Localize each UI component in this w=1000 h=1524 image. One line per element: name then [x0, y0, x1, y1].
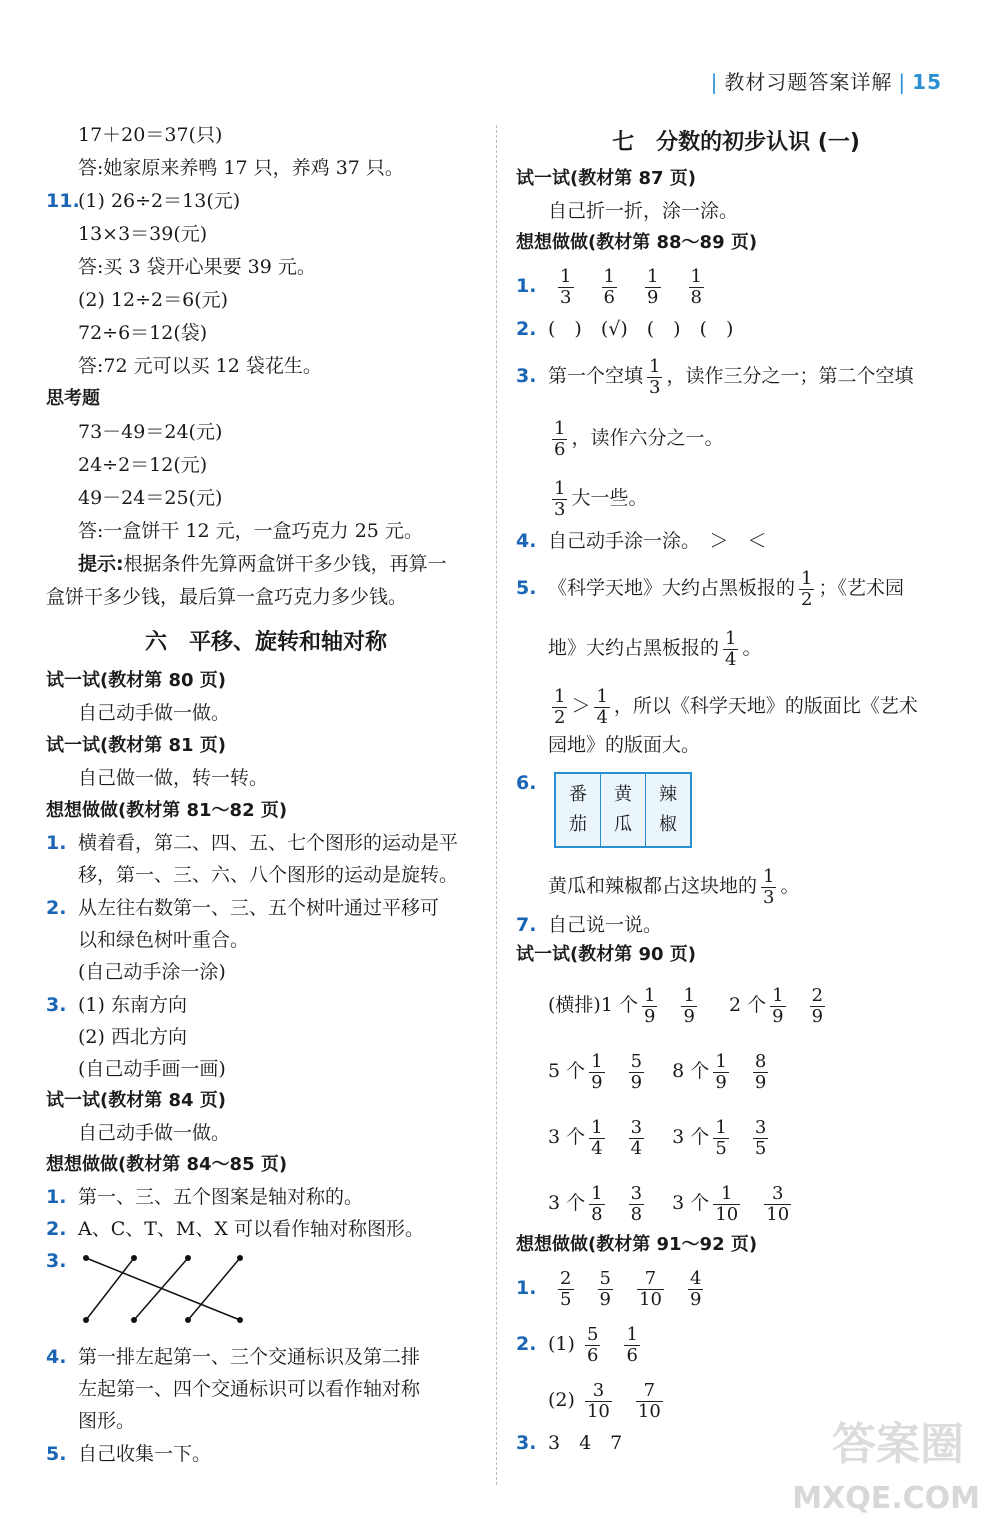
watermark-text: MXQE.COM [792, 1481, 980, 1516]
item-number: 3. [46, 1250, 67, 1272]
denominator: 9 [690, 1288, 702, 1310]
line: 49－24＝25(元) [78, 487, 223, 509]
denominator: 8 [690, 286, 702, 308]
count: 3 [548, 1192, 561, 1214]
line: (1) 26÷2＝13(元) [78, 190, 241, 212]
dot [237, 1255, 243, 1261]
fraction [764, 1184, 791, 1225]
fraction [598, 1269, 613, 1310]
numerator: 1 [715, 1050, 727, 1072]
fraction [629, 1184, 644, 1225]
denominator: 5 [560, 1288, 572, 1310]
numerator: 1 [801, 567, 813, 589]
cell-text: 番 [569, 784, 588, 805]
line: (自己动手画一画) [78, 1058, 226, 1080]
numerator: 2 [560, 1267, 572, 1289]
connector-line [134, 1258, 188, 1320]
dot [131, 1255, 137, 1261]
numerator: 1 [596, 685, 608, 707]
watermark-logo: 答案圈 [832, 1419, 964, 1470]
fraction [647, 357, 662, 398]
header-separator: | [898, 70, 907, 94]
fraction [589, 1118, 604, 1159]
line: (自己动手涂一涂) [78, 961, 226, 983]
denominator: 9 [591, 1071, 603, 1093]
numerator: 1 [591, 1182, 603, 1204]
line: 黄瓜和辣椒都占这块地的 [548, 875, 758, 897]
chapter-title: 六 平移、旋转和轴对称 [144, 630, 387, 655]
numerator: 1 [649, 355, 661, 377]
dot [131, 1317, 137, 1323]
line [516, 864, 956, 908]
line: (2) 西北方向 [78, 1026, 187, 1048]
unit: 个 [566, 1126, 586, 1148]
table-cell [646, 773, 692, 847]
numerator: 1 [683, 984, 695, 1006]
unit: 个 [690, 1192, 710, 1214]
item-number: 4. [516, 530, 537, 552]
list-item [46, 893, 486, 923]
denominator: 4 [591, 1137, 603, 1159]
denominator: 9 [630, 1071, 643, 1093]
line: 17＋20＝37(只) [78, 124, 223, 146]
line: ( ) (√) ( ) ( ) [548, 318, 734, 340]
numerator: 3 [592, 1379, 605, 1401]
sub-label: (1) [548, 1333, 575, 1355]
line [516, 684, 956, 728]
list-item [516, 264, 956, 308]
line: ，读作三分之一；第二个空填 [666, 365, 914, 387]
fraction [552, 419, 567, 460]
list-item [46, 1246, 486, 1336]
list-item [516, 354, 956, 398]
denominator: 10 [586, 1400, 610, 1422]
fraction [645, 267, 660, 308]
fraction [713, 1052, 728, 1093]
denominator: 3 [560, 286, 572, 308]
garden-table [554, 772, 692, 848]
line: 答:一盒饼干 12 元，一盒巧克力 25 元。 [78, 520, 423, 542]
fraction-row [516, 980, 956, 1030]
list-item [46, 990, 486, 1020]
line: 13×3＝39(元) [78, 223, 208, 245]
numerator: 5 [630, 1050, 643, 1072]
line: 自己折一折，涂一涂。 [548, 200, 739, 222]
denominator: 8 [630, 1203, 643, 1225]
numerator: 2 [811, 984, 824, 1006]
section-heading: 试一试(教材第 84 页) [46, 1090, 227, 1111]
denominator: 8 [591, 1203, 603, 1225]
header-separator: | [710, 70, 719, 94]
tip-label: 提示: [78, 553, 124, 575]
line: 自己动手做一做。 [78, 702, 231, 724]
section-heading: 想想做做(教材第 81～82 页) [46, 800, 288, 821]
unit: 个 [690, 1126, 710, 1148]
numerator: 5 [586, 1323, 599, 1345]
numerator: 4 [690, 1267, 702, 1289]
list-item [516, 566, 956, 610]
denominator: 10 [766, 1203, 790, 1225]
list-item [516, 1264, 956, 1312]
fraction [637, 1269, 664, 1310]
numerator: 1 [763, 865, 775, 887]
table-cell [601, 773, 646, 847]
fraction [589, 1052, 604, 1093]
line: 自己收集一下。 [78, 1443, 212, 1465]
section-heading: 试一试(教材第 80 页) [46, 670, 227, 691]
denominator: 5 [715, 1137, 727, 1159]
denominator: 5 [754, 1137, 767, 1159]
item-number: 11. [46, 190, 80, 212]
connector-line [188, 1258, 240, 1320]
numerator: 1 [647, 265, 659, 287]
line: 横着看，第二、四、五、七个图形的运动是平 [78, 832, 459, 854]
line: 自己做一做，转一转。 [78, 767, 269, 789]
denominator: 9 [683, 1005, 695, 1027]
cell-text: 辣 [659, 784, 678, 805]
fraction [810, 986, 825, 1027]
item-number: 2. [46, 897, 67, 919]
line: ，所以《科学天地》的版面比《艺术 [613, 695, 918, 717]
section-heading: 想想做做(教材第 88～89 页) [516, 232, 758, 253]
left-column [46, 120, 486, 1465]
line: 。 [742, 637, 762, 659]
list-item [46, 1182, 486, 1212]
line: 第一排左起第一、三个交通标识及第二排 [78, 1346, 421, 1368]
fraction-row [516, 1178, 956, 1228]
numerator: 7 [644, 1267, 657, 1289]
denominator: 6 [554, 438, 566, 460]
list-item [46, 1342, 486, 1372]
section-heading: 想想做做(教材第 91～92 页) [516, 1234, 758, 1255]
fraction [753, 1052, 768, 1093]
tip-line [46, 549, 486, 579]
line: ，读作六分之一。 [571, 427, 724, 449]
line [516, 416, 956, 460]
line: 。 [780, 875, 800, 897]
denominator: 9 [715, 1071, 727, 1093]
line: 自己动手做一做。 [78, 1122, 231, 1144]
count: 3 [548, 1126, 561, 1148]
line: 72÷6＝12(袋) [78, 322, 208, 344]
unit: 个 [566, 1060, 586, 1082]
fraction [713, 1118, 728, 1159]
fraction [552, 479, 567, 520]
numerator: 1 [591, 1050, 603, 1072]
denominator: 4 [630, 1137, 643, 1159]
line: 答:买 3 袋开心果要 39 元。 [78, 256, 316, 278]
sub-label: (2) [548, 1389, 575, 1411]
line: 第一、三、五个图案是轴对称的。 [78, 1186, 364, 1208]
line: A、C、T、M、X 可以看作轴对称图形。 [78, 1218, 424, 1240]
fraction [761, 867, 776, 908]
line: 答:72 元可以买 12 袋花生。 [78, 355, 322, 377]
line: 以和绿色树叶重合。 [78, 929, 250, 951]
denominator: 3 [649, 376, 661, 398]
numerator: 3 [630, 1182, 643, 1204]
line: 左起第一、四个交通标识可以看作轴对称 [78, 1378, 421, 1400]
denominator: 2 [554, 706, 566, 728]
fraction [589, 1184, 604, 1225]
fraction [558, 1269, 573, 1310]
dot [237, 1317, 243, 1323]
fraction [552, 687, 567, 728]
fraction-row [516, 1112, 956, 1162]
numerator: 1 [721, 1182, 733, 1204]
line: 73－49＝24(元) [78, 421, 223, 443]
line: (1) 东南方向 [78, 994, 187, 1016]
fraction [713, 1184, 740, 1225]
line: 图形。 [78, 1410, 136, 1432]
cell-text: 茄 [569, 814, 588, 835]
page-number: 15 [912, 70, 942, 94]
list-item [46, 1214, 486, 1244]
fraction [636, 1381, 663, 1422]
denominator: 2 [801, 588, 813, 610]
header-title: 教材习题答案详解 [724, 70, 893, 94]
fraction [799, 569, 814, 610]
numerator: 1 [725, 627, 737, 649]
item-number: 2. [516, 318, 537, 340]
fraction [723, 629, 738, 670]
fraction [681, 986, 696, 1027]
fraction [770, 986, 785, 1027]
line: ；《艺术园 [818, 577, 904, 599]
list-item [516, 1320, 956, 1368]
line: (2) 12÷2＝6(元) [78, 289, 229, 311]
line: 盒饼干多少钱，最后算一盒巧克力多少钱。 [46, 586, 408, 608]
numerator: 7 [643, 1379, 656, 1401]
numerator: 3 [771, 1182, 784, 1204]
line: 根据条件先算两盒饼干多少钱，再算一 [123, 553, 447, 575]
item-number: 3. [516, 365, 537, 387]
item-number: 1. [516, 1277, 537, 1299]
item-number: 7. [516, 914, 537, 936]
dot [185, 1255, 191, 1261]
greater-than: ＞ [571, 695, 591, 717]
item-number: 3. [46, 994, 67, 1016]
count: 2 [728, 994, 742, 1016]
count: 5 [548, 1060, 561, 1082]
list-item [516, 526, 956, 556]
denominator: 10 [639, 1288, 662, 1310]
fraction [753, 1118, 768, 1159]
numerator: 1 [603, 265, 615, 287]
denominator: 9 [643, 1005, 656, 1027]
section-heading: 试一试(教材第 87 页) [516, 168, 697, 189]
denominator: 3 [763, 886, 775, 908]
numerator: 1 [626, 1323, 638, 1345]
item-number: 5. [46, 1443, 67, 1465]
chapter-title: 七 分数的初步认识 (一) [612, 130, 860, 155]
line: 园地》的版面大。 [548, 734, 701, 756]
line: 从左往右数第一、三、五个树叶通过平移可 [78, 897, 440, 919]
numerator: 1 [554, 477, 566, 499]
denominator: 9 [647, 286, 659, 308]
denominator: 6 [626, 1344, 638, 1366]
item-number: 2. [516, 1333, 537, 1355]
cell-text: 黄 [614, 784, 633, 805]
line: 自己动手涂一涂。 ＞ ＜ [548, 530, 767, 552]
list-item [516, 314, 956, 344]
denominator: 9 [811, 1005, 824, 1027]
fraction-row [516, 1046, 956, 1096]
line: 24÷2＝12(元) [78, 454, 208, 476]
line: 地》大约占黑板报的 [548, 637, 720, 659]
denominator: 10 [637, 1400, 661, 1422]
section-heading: 思考题 [46, 388, 100, 409]
fraction [688, 1269, 703, 1310]
section-heading: 试一试(教材第 90 页) [516, 944, 697, 965]
fraction [602, 267, 617, 308]
unit: 个 [747, 994, 767, 1016]
line: 3 4 7 [548, 1432, 623, 1454]
page-header [705, 66, 942, 95]
fraction [558, 267, 573, 308]
cell-text: 瓜 [614, 814, 633, 835]
item-number: 3. [516, 1432, 537, 1454]
fraction [689, 267, 704, 308]
numerator: 1 [554, 417, 566, 439]
denominator: 4 [725, 648, 737, 670]
dot [83, 1255, 89, 1261]
denominator: 9 [599, 1288, 611, 1310]
cell-text: 椒 [659, 814, 678, 835]
line: 第一个空填 [548, 365, 644, 387]
item-number: 2. [46, 1218, 67, 1240]
item-number: 6. [516, 772, 537, 794]
fraction [642, 986, 657, 1027]
item-number: 1. [46, 832, 67, 854]
numerator: 1 [690, 265, 702, 287]
denominator: 4 [596, 706, 608, 728]
unit: 个 [690, 1060, 710, 1082]
count: 3 [672, 1192, 685, 1214]
line: 自己说一说。 [548, 914, 663, 936]
numerator: 1 [554, 685, 566, 707]
count: 8 [672, 1060, 685, 1082]
unit: 个 [566, 1192, 586, 1214]
line: 答:她家原来养鸭 17 只，养鸡 37 只。 [78, 157, 404, 179]
numerator: 1 [715, 1116, 727, 1138]
item-number: 1. [516, 275, 537, 297]
item-number: 5. [516, 577, 537, 599]
numerator: 3 [754, 1116, 767, 1138]
answer-11 [46, 186, 486, 216]
item-number: 1. [46, 1186, 67, 1208]
count: 3 [672, 1126, 685, 1148]
list-item [516, 768, 956, 862]
line: 大一些。 [571, 487, 648, 509]
list-item [46, 1439, 486, 1469]
numerator: 1 [643, 984, 656, 1006]
numerator: 5 [599, 1267, 611, 1289]
line-matching-diagram [78, 1250, 258, 1332]
numerator: 1 [772, 984, 784, 1006]
fraction [629, 1118, 644, 1159]
denominator: 3 [554, 498, 566, 520]
denominator: 6 [603, 286, 615, 308]
numerator: 1 [560, 265, 572, 287]
numerator: 3 [630, 1116, 643, 1138]
denominator: 6 [586, 1344, 599, 1366]
fraction [594, 687, 609, 728]
dot [83, 1317, 89, 1323]
list-item [516, 910, 956, 940]
row-label: (横排)1 个 [548, 994, 638, 1016]
line: 移，第一、三、六、八个图形的运动是旋转。 [78, 864, 459, 886]
fraction [624, 1325, 639, 1366]
dot [185, 1317, 191, 1323]
line [516, 626, 956, 670]
list-item [46, 828, 486, 858]
denominator: 9 [754, 1071, 767, 1093]
line: 《科学天地》大约占黑板报的 [548, 577, 796, 599]
section-heading: 试一试(教材第 81 页) [46, 735, 227, 756]
fraction [585, 1381, 612, 1422]
section-heading: 想想做做(教材第 84～85 页) [46, 1154, 288, 1175]
denominator: 10 [715, 1203, 739, 1225]
fraction [585, 1325, 600, 1366]
column-divider [496, 125, 497, 1485]
line [516, 476, 956, 520]
fraction [629, 1052, 644, 1093]
numerator: 1 [591, 1116, 603, 1138]
numerator: 8 [754, 1050, 767, 1072]
table-cell [555, 773, 601, 847]
denominator: 9 [772, 1005, 784, 1027]
item-number: 4. [46, 1346, 67, 1368]
